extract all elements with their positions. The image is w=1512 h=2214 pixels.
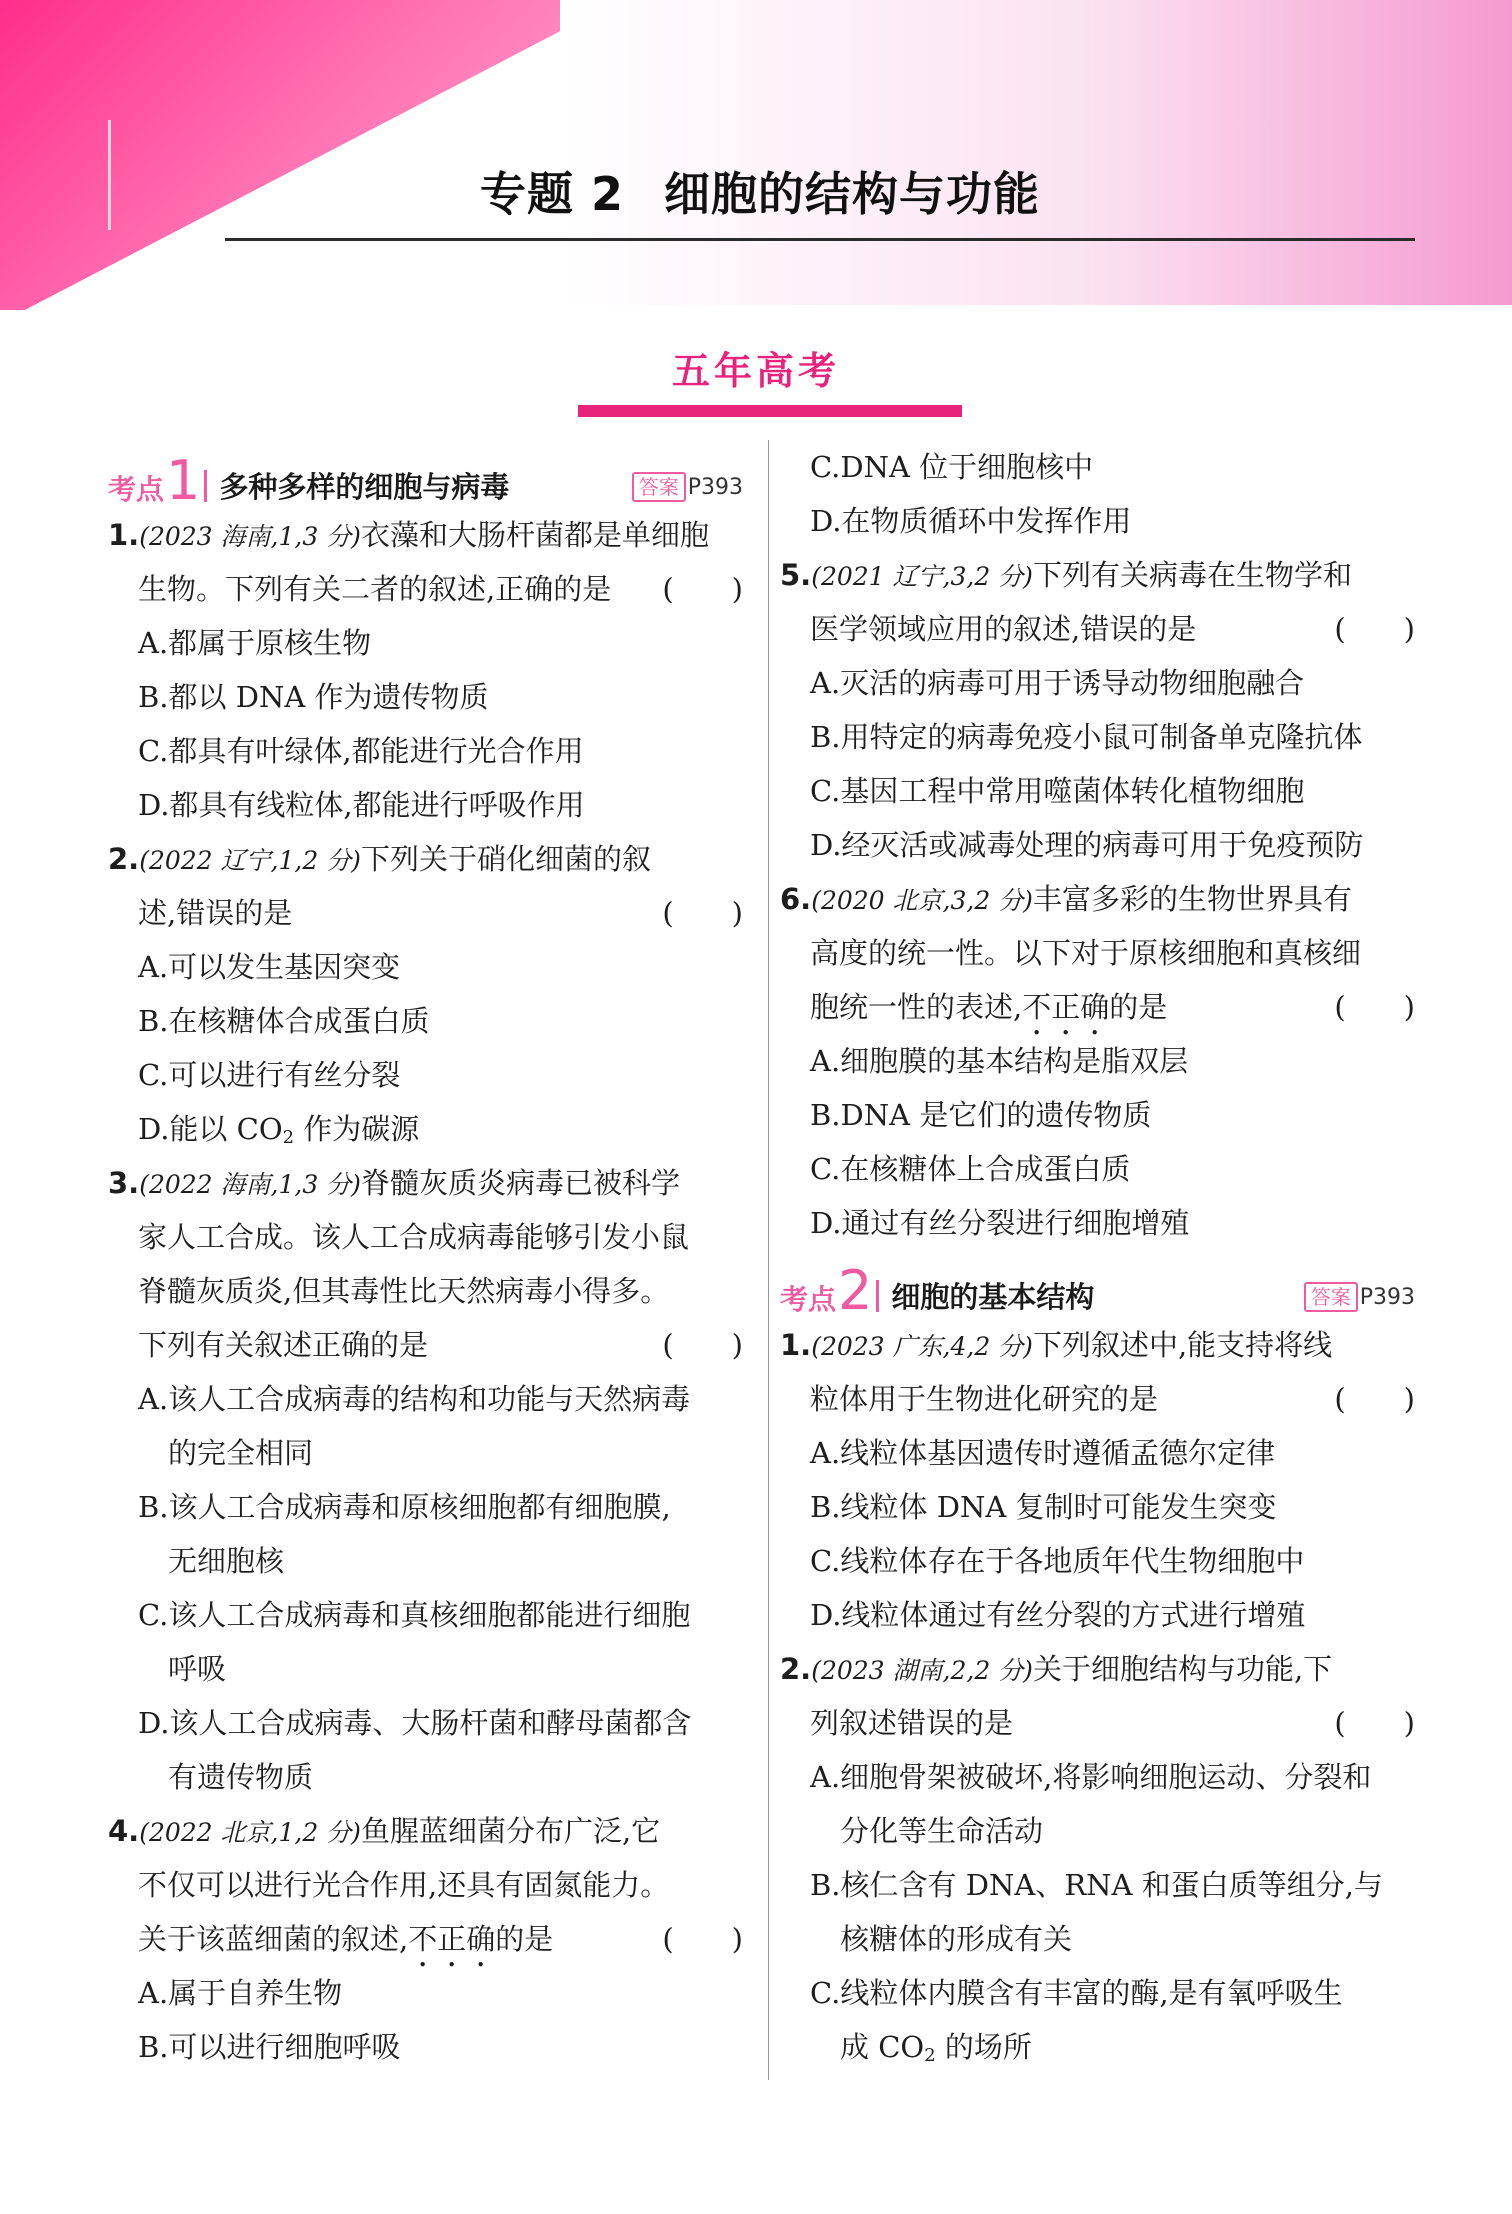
question-stem: 医学领域应用的叙述,错误的是 ( ) <box>780 602 1415 656</box>
option-c: C.线粒体内膜含有丰富的酶,是有氧呼吸生 <box>810 1976 1343 2010</box>
answer-blank: ( ) <box>662 896 743 930</box>
answer-page: P393 <box>687 474 743 500</box>
option-a: A.该人工合成病毒的结构和功能与天然病毒 <box>138 1382 691 1416</box>
option-a: A.细胞膜的基本结构是脂双层 <box>810 1044 1189 1078</box>
option-d: D.能以 $CO_2$ 作为碳源 <box>138 1112 420 1148</box>
option-d: D.线粒体通过有丝分裂的方式进行增殖 <box>810 1598 1306 1632</box>
question-stem: 脊髓灰质炎,但其毒性比天然病毒小得多。 <box>138 1274 670 1308</box>
option-b: B.在核糖体合成蛋白质 <box>138 1004 430 1038</box>
topic-label: 考点 <box>108 473 165 506</box>
option-b: B.线粒体 DNA 复制时可能发生突变 <box>810 1490 1277 1524</box>
option-c: C.可以进行有丝分裂 <box>138 1058 401 1092</box>
topic-name: 细胞的基本结构 <box>891 1280 1095 1314</box>
option-b: B.核仁含有 DNA、RNA 和蛋白质等组分,与 <box>810 1868 1383 1902</box>
option-a: A.灭活的病毒可用于诱导动物细胞融合 <box>810 666 1305 700</box>
option-a-cont: 分化等生命活动 <box>840 1814 1044 1848</box>
question-3: 3.(2022 海南,1,3 分)脊髓灰质炎病毒已被科学 <box>108 1166 680 1200</box>
answer-badge: 答案 <box>1304 1282 1358 1312</box>
chapter-label: 专题 2 <box>480 167 625 221</box>
option-a: A.线粒体基因遗传时遵循孟德尔定律 <box>810 1436 1276 1470</box>
column-divider <box>768 440 769 2080</box>
option-a: A.属于自养生物 <box>138 1976 343 2010</box>
question-stem: 粒体用于生物进化研究的是 ( ) <box>780 1372 1415 1426</box>
answer-badge: 答案 <box>632 472 686 502</box>
question-stem: 高度的统一性。以下对于原核细胞和真核细 <box>810 936 1362 970</box>
header-decor-line <box>108 120 111 230</box>
question-stem: 下列有关叙述正确的是 ( ) <box>108 1318 743 1372</box>
option-c-cont: 呼吸 <box>168 1652 227 1686</box>
answer-page: P393 <box>1359 1284 1415 1310</box>
answer-blank: ( ) <box>1334 1706 1415 1740</box>
question-1: 1.(2023 海南,1,3 分)衣藻和大肠杆菌都是单细胞 <box>108 518 709 552</box>
topic-number: 1 <box>166 449 201 512</box>
option-c: C.在核糖体上合成蛋白质 <box>810 1152 1131 1186</box>
option-a-cont: 的完全相同 <box>168 1436 314 1470</box>
option-c: C.DNA 位于细胞核中 <box>810 450 1094 484</box>
answer-ref <box>632 472 743 502</box>
left-column <box>108 440 743 2074</box>
question-6: 6.(2020 北京,3,2 分)丰富多彩的生物世界具有 <box>780 882 1352 916</box>
chapter-title <box>480 158 1040 224</box>
question-1: 1.(2023 广东,4,2 分)下列叙述中,能支持将线 <box>780 1328 1333 1362</box>
option-c: C.线粒体存在于各地质年代生物细胞中 <box>810 1544 1305 1578</box>
option-d: D.该人工合成病毒、大肠杆菌和酵母菌都含 <box>138 1706 692 1740</box>
option-b-cont: 核糖体的形成有关 <box>840 1922 1073 1956</box>
answer-blank: ( ) <box>1334 1382 1415 1416</box>
question-2: 2.(2022 辽宁,1,2 分)下列关于硝化细菌的叙 <box>108 842 651 876</box>
option-b-cont: 无细胞核 <box>168 1544 285 1578</box>
answer-blank: ( ) <box>1334 612 1415 646</box>
option-d: D.都具有线粒体,都能进行呼吸作用 <box>138 788 585 822</box>
answer-blank: ( ) <box>1334 990 1415 1024</box>
section-underline <box>578 405 962 417</box>
answer-blank: ( ) <box>662 572 743 606</box>
topic-2-heading <box>780 1250 1415 1322</box>
question-stem: 不仅可以进行光合作用,还具有固氮能力。 <box>138 1868 670 1902</box>
option-b: B.都以 DNA 作为遗传物质 <box>138 680 489 714</box>
option-b: B.DNA 是它们的遗传物质 <box>810 1098 1152 1132</box>
question-stem: 关于该蓝细菌的叙述,不正确的是 ( ) <box>108 1912 743 1966</box>
header-rule <box>225 238 1415 241</box>
option-c: C.基因工程中常用噬菌体转化植物细胞 <box>810 774 1305 808</box>
topic-bar <box>204 470 207 502</box>
question-2: 2.(2023 湖南,2,2 分)关于细胞结构与功能,下 <box>780 1652 1333 1686</box>
answer-blank: ( ) <box>662 1922 743 1956</box>
right-column <box>780 440 1415 2074</box>
question-4: 4.(2022 北京,1,2 分)鱼腥蓝细菌分布广泛,它 <box>108 1814 661 1848</box>
question-stem: 家人工合成。该人工合成病毒能够引发小鼠 <box>138 1220 690 1254</box>
question-stem: 生物。下列有关二者的叙述,正确的是 ( ) <box>108 562 743 616</box>
topic-bar <box>876 1280 879 1312</box>
topic-name: 多种多样的细胞与病毒 <box>219 470 510 504</box>
option-a: A.都属于原核生物 <box>138 626 372 660</box>
topic-number: 2 <box>838 1259 873 1322</box>
topic-1-heading <box>108 440 743 512</box>
option-d-cont: 有遗传物质 <box>168 1760 314 1794</box>
option-c-cont: 成 $CO_2$ 的场所 <box>840 2030 1032 2066</box>
option-d: D.在物质循环中发挥作用 <box>810 504 1132 538</box>
header-pink-band <box>0 0 620 310</box>
option-d: D.经灭活或减毒处理的病毒可用于免疫预防 <box>810 828 1364 862</box>
topic-label: 考点 <box>780 1283 837 1316</box>
answer-blank: ( ) <box>662 1328 743 1362</box>
option-c: C.该人工合成病毒和真核细胞都能进行细胞 <box>138 1598 691 1632</box>
option-b: B.用特定的病毒免疫小鼠可制备单克隆抗体 <box>810 720 1363 754</box>
answer-ref <box>1304 1282 1415 1312</box>
question-stem: 胞统一性的表述,不正确的是 ( ) <box>780 980 1415 1034</box>
question-5: 5.(2021 辽宁,3,2 分)下列有关病毒在生物学和 <box>780 558 1352 592</box>
option-a: A.细胞骨架被破坏,将影响细胞运动、分裂和 <box>810 1760 1372 1794</box>
option-d: D.通过有丝分裂进行细胞增殖 <box>810 1206 1190 1240</box>
section-heading: 五年高考 <box>671 349 840 393</box>
chapter-name: 细胞的结构与功能 <box>664 167 1041 221</box>
option-c: C.都具有叶绿体,都能进行光合作用 <box>138 734 584 768</box>
option-b: B.可以进行细胞呼吸 <box>138 2030 401 2064</box>
header-gradient <box>560 0 1512 305</box>
option-b: B.该人工合成病毒和原核细胞都有细胞膜, <box>138 1490 671 1524</box>
option-a: A.可以发生基因突变 <box>138 950 401 984</box>
question-stem: 述,错误的是 ( ) <box>108 886 743 940</box>
question-stem: 列叙述错误的是 ( ) <box>780 1696 1415 1750</box>
